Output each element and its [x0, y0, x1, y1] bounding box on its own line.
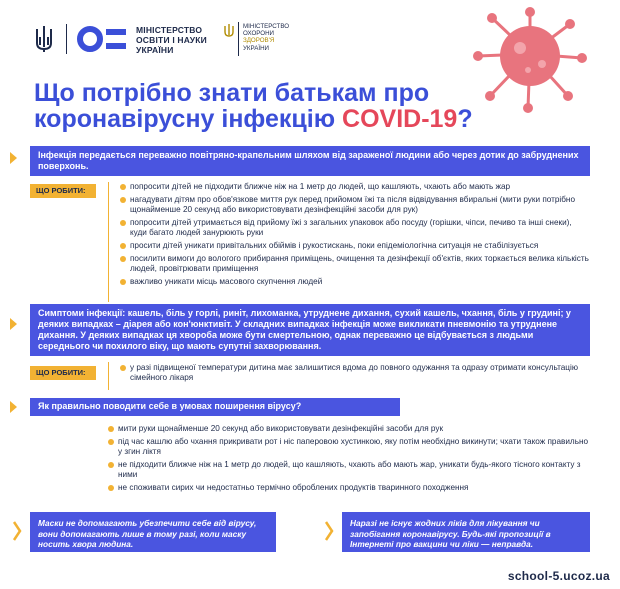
list-item: просити дітей уникати привітальних обіймів і рукостискань, поки епідеміологічна ситуація не стабілізується	[120, 241, 590, 251]
list-item: нагадувати дітям про обов'язкове миття рук перед прийомом їжі та після відвідування вбиральні (мити руки потрібно щонайменше 20 секунд або використовувати дезінфекційні засоби для рук)	[120, 195, 590, 215]
list-item: у разі підвищеної температури дитина має залишитися вдома до повного одужання та одразу отримати консультацію сімейного лікаря	[120, 363, 590, 383]
todo-label-2: ЩО РОБИТИ:	[30, 366, 96, 380]
moh-line-4: УКРАЇНИ	[243, 44, 270, 52]
title-line-2-main: коронавірусну інфекцію	[34, 105, 343, 133]
treatment-chevron-icon	[324, 520, 334, 542]
moh-line-3: ЗДОРОВ'Я	[243, 37, 275, 45]
title-line-2-end: ?	[457, 105, 473, 133]
moh-line-2: ОХОРОНИ	[243, 30, 274, 38]
moh-name	[243, 23, 289, 52]
header-separator	[66, 24, 67, 54]
behavior-question-box: Як правильно поводити себе в умовах поширення вірусу?	[30, 398, 400, 416]
treatment-note: Наразі не існує жодних ліків для лікування чи запобігання коронавірусу. Будь-які пропозиції в Інтернеті про вакцини чи ліки — неправда.	[342, 512, 590, 552]
symptoms-arrow-icon	[10, 318, 17, 330]
page-title	[34, 80, 494, 132]
masks-note: Маски не допомагають убезпечити себе від вірусу, вони допомагають лише в тому разі, коли маску носить хвора людина.	[30, 512, 276, 552]
ukraine-trident-icon	[34, 25, 54, 53]
header	[0, 0, 620, 80]
intro-box: Інфекція передається переважно повітряно-крапельним шляхом від зараженої людини або через дотик до забруднених поверхонь.	[30, 146, 590, 176]
title-covid-highlight: COVID-19	[342, 105, 458, 133]
moe-line-3: УКРАЇНИ	[136, 45, 174, 55]
behavior-list	[108, 424, 590, 496]
watermark-url: school-5.ucoz.ua	[507, 569, 610, 583]
list-item: не підходити ближче ніж на 1 метр до людей, що кашляють, чхають або мають жар, уникати будь-якого тісного контакту з ними	[108, 460, 590, 480]
moh-trident-icon	[224, 24, 234, 38]
list-item: важливо уникати місць масового скупчення людей	[120, 277, 590, 287]
todo-label-1: ЩО РОБИТИ:	[30, 184, 96, 198]
symptoms-box: Симптоми інфекції: кашель, біль у горлі, риніт, лихоманка, утруднене дихання, сухий кашель, чхання, біль у грудині; у деяких випадках – діарея або кон'юнктивіт. У складних випадках інфекція може викликати пневмонію та утруднене дихання. У деяких випадках ця хвороба може бути смертельною, однак переважно це відбувається з людьми середнього чи похилого віку, що мають супутні захворювання.	[30, 304, 590, 356]
todo-list-2	[120, 363, 590, 386]
list-item: попросити дітей не підходити ближче ніж на 1 метр до людей, що кашляють, чхають або мають жар	[120, 182, 590, 192]
title-line-2	[34, 106, 494, 132]
title-line-1: Що потрібно знати батькам про	[34, 79, 430, 107]
moe-line-2: ОСВІТИ І НАУКИ	[136, 35, 207, 45]
header-separator-2	[238, 22, 239, 56]
todo-list-1	[120, 182, 590, 290]
moe-name	[136, 25, 207, 55]
masks-chevron-icon	[12, 520, 22, 542]
todo-divider-1	[108, 182, 109, 302]
todo-divider-2	[108, 362, 109, 390]
list-item: мити руки щонайменше 20 секунд або використовувати дезінфекційні засоби для рук	[108, 424, 590, 434]
list-item: не споживати сирих чи недостатньо термічно оброблених продуктів тваринного походження	[108, 483, 590, 493]
list-item: попросити дітей утримається від прийому їжі з загальних упаковок або посуду (горішки, чіпси, печиво та інші снеки), куди багато людей занурюють руки	[120, 218, 590, 238]
list-item: посилити вимоги до вологого прибирання приміщень, очищення та дезінфекції об'єктів, яких торкається велика кількість людей, провітрювати приміщення	[120, 254, 590, 274]
behavior-arrow-icon	[10, 401, 17, 413]
moh-line-1: МІНІСТЕРСТВО	[243, 23, 290, 30]
intro-arrow-icon	[10, 152, 17, 164]
list-item: під час кашлю або чхання прикривати рот і ніс паперовою хустинкою, яку потім необхідно викинути; чхати також правильно у згин ліктя	[108, 437, 590, 457]
moe-logo-icon	[76, 25, 128, 53]
moe-line-1: МІНІСТЕРСТВО	[136, 25, 203, 35]
